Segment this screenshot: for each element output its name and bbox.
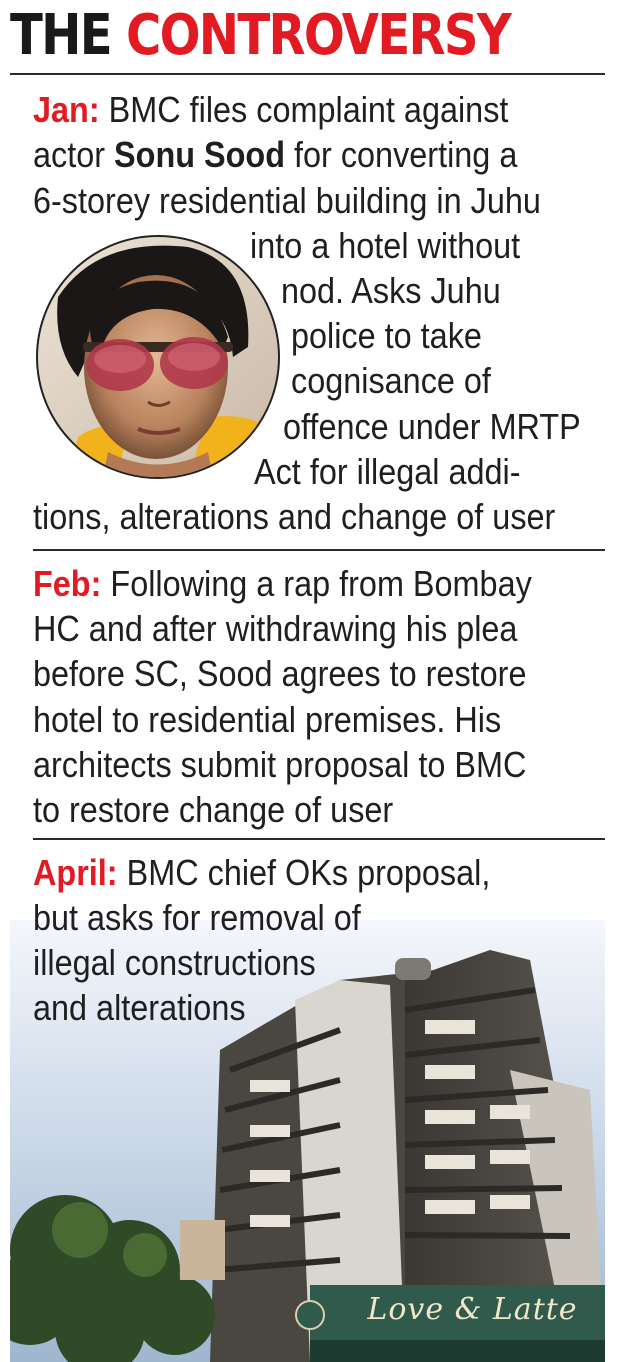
feb-line-5: architects submit proposal to BMC	[33, 744, 527, 785]
sonu-sood-portrait	[36, 235, 280, 479]
april-line-4: and alterations	[33, 987, 246, 1028]
top-divider	[10, 73, 605, 75]
feb-line-4: hotel to residential premises. His	[33, 699, 502, 740]
jan-text-1: BMC files complaint against	[108, 89, 509, 130]
april-line-2: but asks for removal of	[33, 897, 361, 938]
feb-line-2: HC and after withdrawing his plea	[33, 608, 518, 649]
jan-line-6: police to take	[291, 315, 482, 356]
jan-text-2a: actor	[33, 134, 115, 175]
cafe-sign-text: Love & Latte	[367, 1292, 578, 1327]
jan-line-1	[33, 88, 508, 132]
feb-line-1	[33, 562, 532, 606]
divider-2	[33, 838, 605, 840]
jan-line-9: Act for illegal addi-	[254, 451, 521, 492]
divider-1	[33, 549, 605, 551]
april-label: April:	[33, 852, 118, 893]
portrait-illustration	[38, 237, 278, 477]
jan-line-5: nod. Asks Juhu	[281, 270, 501, 311]
jan-line-10: tions, alterations and change of user	[33, 496, 556, 537]
actor-name: Sonu Sood	[114, 134, 286, 175]
jan-text-2b: for converting a	[285, 134, 518, 175]
jan-line-8: offence under MRTP	[283, 406, 581, 447]
feb-text-1: Following a rap from Bombay	[110, 563, 532, 604]
headline-word-the: THE	[10, 3, 111, 68]
feb-line-6: to restore change of user	[33, 789, 394, 830]
feb-label: Feb:	[33, 563, 102, 604]
jan-line-7: cognisance of	[291, 360, 491, 401]
april-line-3: illegal constructions	[33, 942, 316, 983]
headline-word-controversy: CONTROVERSY	[125, 3, 511, 68]
april-text-1: BMC chief OKs proposal,	[126, 852, 491, 893]
april-line-1	[33, 851, 490, 895]
jan-line-3: 6-storey residential building in Juhu	[33, 180, 541, 221]
feb-line-3: before SC, Sood agrees to restore	[33, 653, 527, 694]
jan-line-2	[33, 133, 517, 177]
jan-line-4: into a hotel without	[250, 225, 521, 266]
jan-label: Jan:	[33, 89, 100, 130]
headline	[10, 0, 543, 72]
